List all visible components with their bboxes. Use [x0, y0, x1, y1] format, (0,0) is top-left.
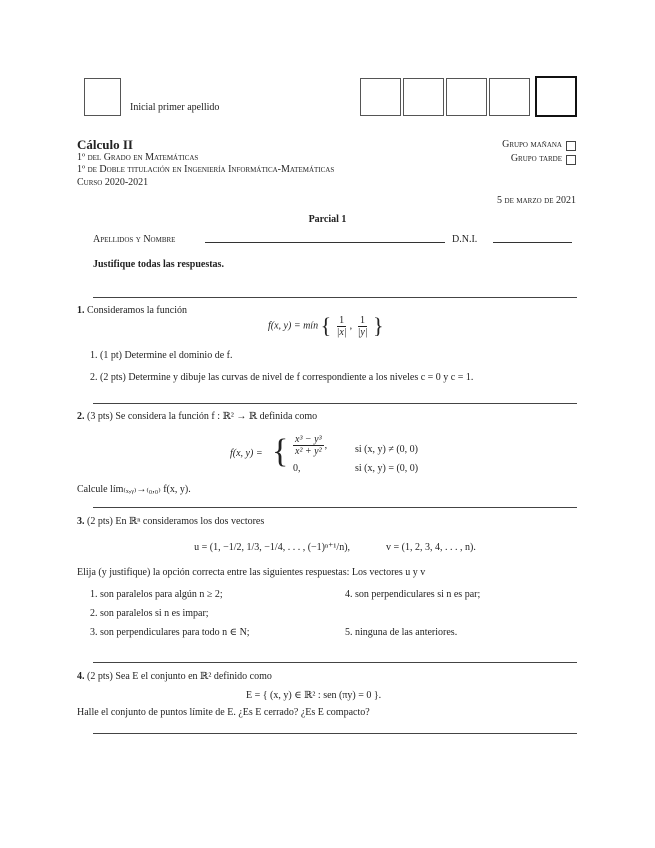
academic-year: Curso 2020-2021 [77, 177, 149, 188]
exam-date: 5 de marzo de 2021 [497, 195, 576, 206]
initial-box[interactable] [84, 78, 121, 116]
case-1-value: $\frac{\text{x³ − y³}}{\text{x² + y²}}$ , [295, 434, 328, 457]
question-text: (3 pts) Se considera la función f : ℝ² → ℝ definida como [87, 411, 318, 422]
case-2-condition: si (x, y) = (0, 0) [355, 463, 419, 474]
question-2-intro [77, 411, 317, 422]
vector-v: v = (1, 2, 3, 4, . . . , n). [386, 542, 476, 553]
divider [93, 297, 577, 298]
degree-line-1: 1º del Grado en Matemáticas [77, 152, 199, 163]
frac-num: 1 [339, 314, 345, 326]
question-4-intro [77, 671, 272, 682]
question-text: (2 pts) Sea E el conjunto en ℝ² definido como [87, 671, 272, 682]
exam-title: Parcial 1 [308, 214, 347, 225]
group-morning-checkbox[interactable] [566, 141, 576, 151]
divider [93, 507, 577, 508]
divider [93, 403, 577, 404]
group-morning-label: Grupo mañana [502, 139, 562, 150]
question-text: (2 pts) En ℝⁿ consideramos los dos vectores [87, 516, 265, 527]
initial-label: Inicial primer apellido [130, 102, 220, 113]
question-2-formula-lhs: f(x, y) = [230, 448, 263, 459]
question-number: 1. [77, 305, 85, 316]
option-4: 4. son perpendiculares si n es par; [345, 589, 481, 600]
question-4-formula: E = { (x, y) ∈ ℝ² : sen (πy) = 0 }. [246, 690, 382, 701]
case-1-condition: si (x, y) ≠ (0, 0) [355, 444, 418, 455]
dni-field[interactable] [493, 242, 572, 243]
instructions: Justifique todas las respuestas. [93, 259, 224, 270]
frac-den: x² + y² [295, 446, 322, 457]
option-1: 1. son paralelos para algún n ≥ 2; [90, 589, 223, 600]
question-3-task: Elija (y justifique) la opción correcta entre las siguientes respuestas: Los vectores u y v [77, 567, 426, 578]
divider [93, 733, 577, 734]
grade-box-1[interactable] [360, 78, 401, 116]
question-3-intro [77, 516, 264, 527]
question-text: Consideramos la función [87, 305, 187, 316]
frac-den: |y| [357, 326, 368, 338]
frac-num: 1 [360, 314, 366, 326]
group-afternoon-checkbox[interactable] [566, 155, 576, 165]
grade-box-total[interactable] [535, 76, 577, 117]
question-number: 4. [77, 671, 85, 682]
grade-box-3[interactable] [446, 78, 487, 116]
question-1-formula: f(x, y) = mín { $\frac{1}{|x|}$ , $\frac{1}{|y|}$ } [268, 313, 384, 338]
brace: { [272, 433, 289, 470]
option-2: 2. son paralelos si n es impar; [90, 608, 209, 619]
question-number: 3. [77, 516, 85, 527]
vector-u: u = (1, −1/2, 1/3, −1/4, . . . , (−1)ⁿ⁺¹/n), [194, 542, 351, 553]
frac-den: |x| [336, 326, 347, 338]
frac-num: x³ − y³ [295, 434, 322, 445]
dni-label: D.N.I. [452, 234, 478, 245]
grade-box-2[interactable] [403, 78, 444, 116]
course-title: Cálculo II [77, 137, 133, 152]
question-4-task: Halle el conjunto de puntos límite de E. ¿Es E cerrado? ¿Es E compacto? [77, 707, 370, 718]
grade-box-4[interactable] [489, 78, 530, 116]
question-1-intro [77, 305, 187, 316]
question-number: 2. [77, 411, 85, 422]
case-2-value: 0, [293, 463, 301, 474]
vectors-row [93, 542, 577, 553]
name-label: Apellidos y Nombre [93, 234, 176, 245]
option-3: 3. son perpendiculares para todo n ∈ N; [90, 627, 250, 638]
divider [93, 662, 577, 663]
option-5: 5. ninguna de las anteriores. [345, 627, 458, 638]
right-brace: } [373, 313, 384, 338]
question-2-task: Calcule lím₍ₓ,ᵧ₎→₍₀,₀₎ f(x, y). [77, 484, 191, 495]
question-1-item-2: 2. (2 pts) Determine y dibuje las curvas de nivel de f correspondiente a los niveles c = 0 y c = 1. [90, 372, 474, 383]
name-field[interactable] [205, 242, 445, 243]
left-brace: { [320, 313, 332, 338]
group-afternoon-label: Grupo tarde [510, 153, 562, 164]
question-1-item-1: 1. (1 pt) Determine el dominio de f. [90, 350, 233, 361]
formula-lhs: f(x, y) = mín [268, 320, 319, 332]
degree-line-2: 1º de Doble titulación en Ingeniería Informática-Matemáticas [77, 164, 335, 175]
